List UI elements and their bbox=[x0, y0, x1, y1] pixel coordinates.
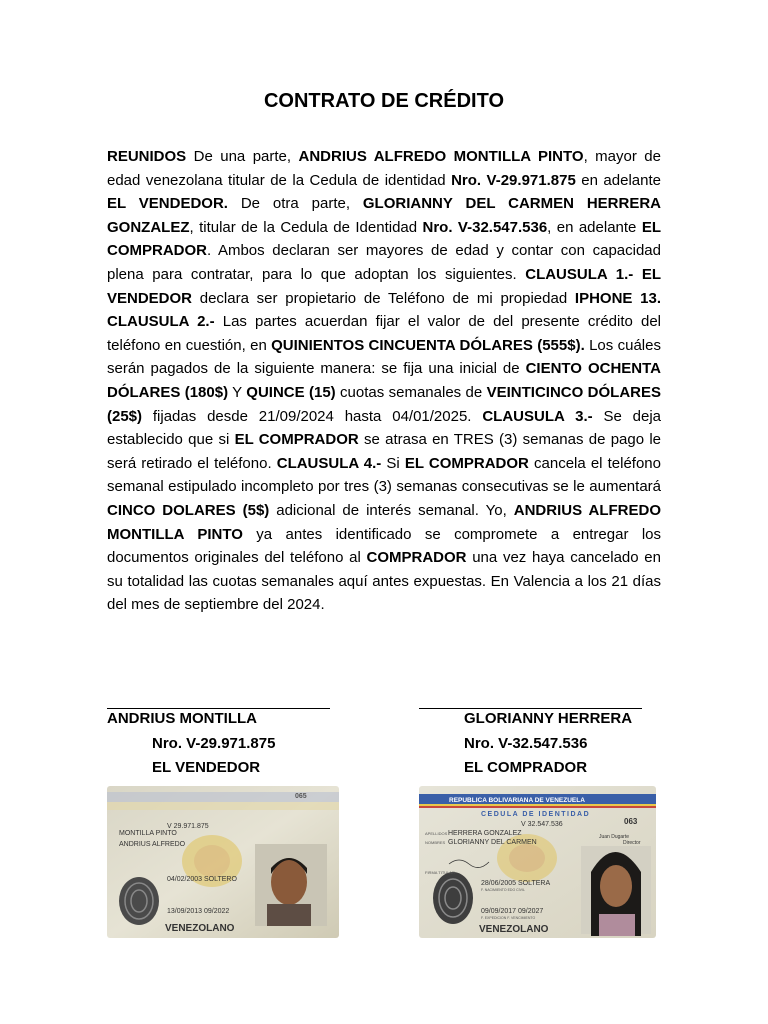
seller-id-number: Nro. V-29.971.875 bbox=[451, 171, 576, 189]
clause-1-heading: CLAUSULA 1.- EL VENDEDOR bbox=[107, 265, 661, 307]
card-firma-label: FIRMA TITULAR bbox=[425, 870, 455, 875]
text-segment: , en adelante bbox=[547, 218, 642, 236]
card-corner-number: 065 bbox=[295, 793, 307, 800]
contract-body bbox=[107, 145, 661, 617]
holder-photo bbox=[581, 846, 651, 936]
card-republic: REPUBLICA BOLIVARIANA DE VENEZUELA bbox=[449, 797, 585, 804]
card-corner-number: 063 bbox=[624, 817, 638, 826]
card-nationality: VENEZOLANO bbox=[479, 924, 549, 935]
seller-role: EL VENDEDOR bbox=[152, 759, 261, 776]
seller-id-card-image bbox=[107, 786, 339, 938]
card-dates-labels: F. EXPEDICION F. VENCIMIENTO bbox=[481, 916, 536, 920]
document-title: CONTRATO DE CRÉDITO bbox=[263, 90, 504, 112]
text-segment: cancela el teléfono semanal estipulado incompleto por tres (3) semanas consecutivas se le aumentará bbox=[107, 454, 661, 496]
card-apellidos-label: APELLIDOS bbox=[425, 831, 448, 836]
text-el-comprador: EL COMPRADOR bbox=[234, 431, 359, 449]
card-dates: 09/09/2017 09/2027 bbox=[481, 908, 544, 915]
text-segment: adicional de interés semanal. Yo, bbox=[269, 501, 514, 519]
seller-id-card bbox=[107, 786, 339, 938]
card-birth-status: 28/06/2005 SOLTERA bbox=[481, 880, 551, 887]
text-segment: . Ambos declaran ser mayores de edad y contar con capacidad plena para contratar, para lo que adoptan los siguientes. bbox=[107, 242, 661, 283]
fingerprint-icon bbox=[119, 877, 159, 925]
card-director-name: Juan Dugarte bbox=[599, 834, 630, 840]
card-nombres: GLORIANNY DEL CARMEN bbox=[448, 839, 537, 846]
text-reunidos: REUNIDOS bbox=[107, 148, 187, 165]
text-segment: ya antes identificado se compromete a entregar los documentos originales del teléfono al bbox=[107, 525, 661, 567]
total-amount: QUINIENTOS CINCUENTA DÓLARES (555$). bbox=[271, 336, 585, 354]
text-segment: De una parte, bbox=[186, 148, 299, 165]
card-yellow-band bbox=[419, 804, 656, 806]
card-director-title: Director bbox=[623, 840, 641, 846]
card-nationality: VENEZOLANO bbox=[165, 923, 235, 934]
buyer-id-card bbox=[419, 786, 656, 938]
card-nombres-label: NOMBRES bbox=[425, 840, 446, 845]
card-birth-status: 04/02/2003 SOLTERO bbox=[167, 876, 237, 883]
card-id-number: V 32.547.536 bbox=[521, 821, 563, 828]
text-segment: en adelante bbox=[575, 171, 661, 189]
holder-photo bbox=[255, 844, 327, 926]
seller-id: Nro. V-29.971.875 bbox=[152, 735, 276, 752]
text-segment: , mayor de edad venezolana titular de la Cedula de identidad bbox=[107, 148, 661, 189]
text-segment: se atrasa en TRES (3) semanas de pago le será retirado el teléfono. bbox=[107, 431, 662, 472]
seller-name: ANDRIUS MONTILLA bbox=[107, 710, 257, 727]
text-comprador: COMPRADOR bbox=[366, 549, 467, 567]
text-segment: , titular de la Cedula de Identidad bbox=[189, 218, 423, 236]
card-apellidos: HERRERA GONZALEZ bbox=[448, 830, 522, 837]
seller-full-name: ANDRIUS ALFREDO MONTILLA PINTO bbox=[298, 148, 584, 165]
card-header-band bbox=[107, 802, 339, 810]
text-segment: Las partes acuerdan fijar el valor de del presente crédito del teléfono en cuestión, en bbox=[107, 313, 662, 354]
text-el-vendedor: EL VENDEDOR. bbox=[107, 195, 228, 213]
card-nombres: ANDRIUS ALFREDO bbox=[119, 841, 186, 848]
installment-amount: VEINTICINCO DÓLARES (25$) bbox=[107, 383, 661, 425]
penalty-amount: CINCO DOLARES (5$) bbox=[107, 501, 270, 519]
text-segment: Los cuáles serán pagados de la siguiente manera: se fija una inicial de bbox=[107, 336, 661, 378]
buyer-full-name: GLORIANNY DEL CARMEN HERRERA GONZALEZ bbox=[107, 195, 661, 236]
seller-full-name: ANDRIUS ALFREDO MONTILLA PINTO bbox=[107, 501, 661, 543]
text-segment: De otra parte, bbox=[227, 195, 363, 213]
card-id-number: V 29.971.875 bbox=[167, 823, 209, 830]
text-segment: fijadas desde 21/09/2024 hasta 04/01/2025. bbox=[142, 407, 483, 425]
text-segment: una vez haya cancelado en su totalidad las cuotas semanales aquí antes expuestas. En Valencia a los 21 días del mes de septiembre del 2024. bbox=[107, 549, 661, 614]
card-red-band bbox=[419, 806, 656, 808]
text-segment: Si bbox=[381, 454, 405, 472]
text-segment: declara ser propietario de Teléfono de mi propiedad bbox=[192, 289, 575, 307]
card-birth-labels: F. NACIMIENTO EDO CIVIL bbox=[481, 888, 525, 892]
clause-3-heading: CLAUSULA 3.- bbox=[482, 407, 593, 425]
text-segment: cuotas semanales de bbox=[335, 383, 487, 401]
initial-amount: CIENTO OCHENTA DÓLARES (180$) bbox=[107, 360, 661, 401]
card-header: CEDULA DE IDENTIDAD bbox=[481, 811, 591, 818]
clause-2-heading: CLAUSULA 2.- bbox=[107, 313, 215, 331]
card-apellidos: MONTILLA PINTO bbox=[119, 830, 177, 837]
buyer-id: Nro. V-32.547.536 bbox=[464, 735, 588, 752]
fingerprint-icon bbox=[433, 872, 473, 924]
text-el-comprador: EL COMPRADOR bbox=[107, 218, 661, 260]
text-el-comprador: EL COMPRADOR bbox=[404, 454, 529, 472]
card-dates: 13/09/2013 09/2022 bbox=[167, 908, 230, 915]
buyer-role: EL COMPRADOR bbox=[464, 759, 588, 776]
phone-model: IPHONE 13. bbox=[574, 289, 662, 307]
text-segment: Y bbox=[228, 383, 247, 401]
buyer-id-number: Nro. V-32.547.536 bbox=[422, 218, 548, 236]
installment-count: QUINCE (15) bbox=[246, 383, 336, 401]
buyer-name: GLORIANNY HERRERA bbox=[464, 710, 633, 727]
text-segment: Se deja establecido que si bbox=[107, 407, 662, 449]
buyer-id-card-image bbox=[419, 786, 656, 938]
clause-4-heading: CLAUSULA 4.- bbox=[276, 454, 382, 472]
